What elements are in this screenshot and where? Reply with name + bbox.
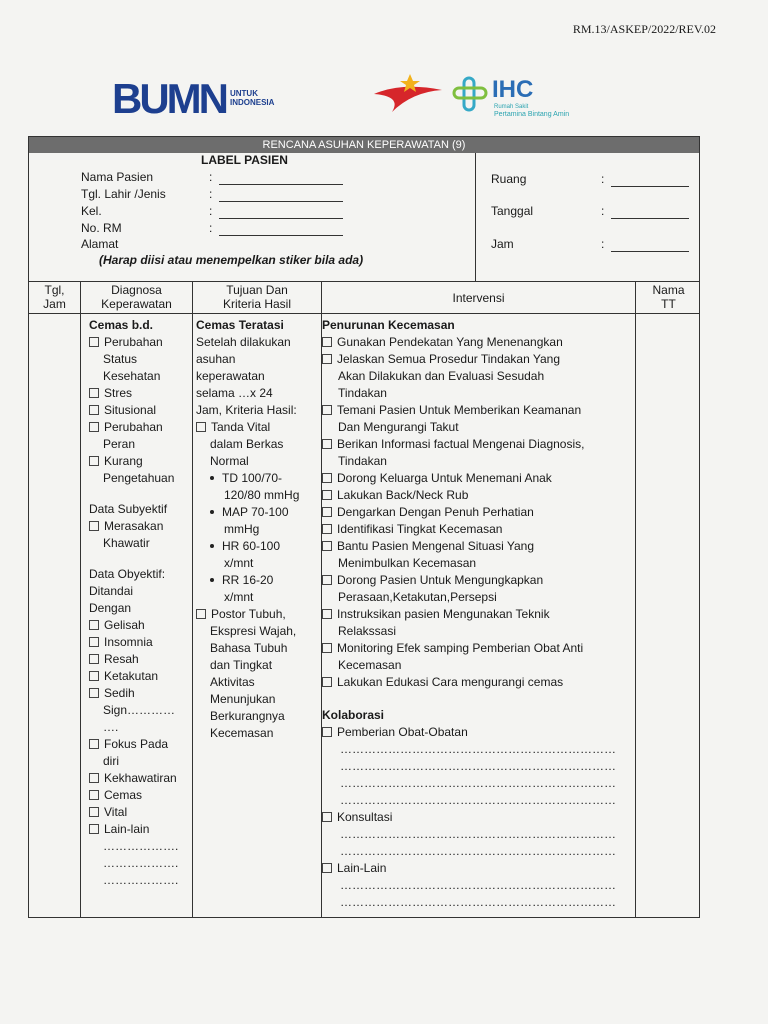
- obyektif-option-text: Fokus Pada: [104, 737, 169, 751]
- field-ruang: Ruang: [491, 172, 527, 186]
- bumn-logo-subtitle: [230, 90, 274, 108]
- checkbox-icon[interactable]: [89, 422, 99, 432]
- header-text: Diagnosa: [111, 283, 162, 297]
- checkbox-icon[interactable]: [322, 727, 332, 737]
- col-divider-1: [80, 281, 81, 918]
- form-title: RENCANA ASUHAN KEPERAWATAN (9): [29, 137, 699, 153]
- kolaborasi-label: Pemberian Obat-Obatan: [337, 725, 468, 739]
- header-text: Kriteria Hasil: [222, 297, 291, 311]
- checkbox-icon[interactable]: [89, 405, 99, 415]
- bullet-icon: [210, 510, 214, 514]
- intervensi-option-text: Tindakan: [338, 454, 387, 468]
- intervensi-option-line: [322, 334, 616, 351]
- diagnosa-column: [89, 317, 178, 889]
- intervensi-option-text: Bantu Pasien Mengenal Situasi Yang: [337, 539, 535, 553]
- diagnosa-option-line: [89, 334, 178, 351]
- checkbox-icon[interactable]: [322, 354, 332, 364]
- diagnosa-option-line: [89, 436, 178, 453]
- vital-item-line: [196, 470, 299, 487]
- field-alamat: Alamat: [81, 237, 119, 251]
- obyektif-option-line: [89, 685, 178, 702]
- intervensi-option-line: [322, 674, 616, 691]
- vital-item-text: mmHg: [224, 522, 260, 536]
- kolaborasi-dotted-line[interactable]: ……………………………………………………………: [340, 759, 616, 773]
- tanggal-blank[interactable]: [611, 206, 689, 219]
- kolaborasi-label: Lain-Lain: [337, 861, 387, 875]
- colon: :: [601, 237, 605, 251]
- tujuan-heading: Cemas Teratasi: [196, 318, 284, 332]
- kolaborasi-dotted-line[interactable]: ……………………………………………………………: [340, 742, 616, 756]
- header-tgl-jam: [29, 283, 80, 311]
- vital-item-line: [196, 555, 299, 572]
- ihc-logo: [372, 72, 632, 122]
- obyektif-option-text: ….: [103, 720, 119, 734]
- diagnosa-option-text: Perubahan: [104, 335, 163, 349]
- vital-item-text: MAP 70-100: [222, 505, 289, 519]
- kolaborasi-option: [322, 724, 616, 741]
- tujuan-intro-line: asuhan: [196, 352, 236, 366]
- checkbox-icon[interactable]: [89, 620, 99, 630]
- diagnosa-option-line: [89, 470, 178, 487]
- obyektif-option-line: [89, 787, 178, 804]
- intervensi-heading: Penurunan Kecemasan: [322, 318, 455, 332]
- tanda-vital-text: Tanda Vital: [211, 420, 271, 434]
- colon: :: [601, 204, 605, 218]
- diagnosa-option-line: [89, 385, 178, 402]
- intervensi-option-line: [322, 470, 616, 487]
- header-text: Tujuan Dan: [226, 283, 288, 297]
- intervensi-option-text: Temani Pasien Untuk Memberikan Keamanan: [337, 403, 582, 417]
- intervensi-option-text: Akan Dilakukan dan Evaluasi Sesudah: [338, 369, 545, 383]
- postur-text: Ekspresi Wajah,: [210, 624, 297, 638]
- intervensi-option-line: [322, 555, 616, 572]
- obyektif-option-text: diri: [103, 754, 120, 768]
- postur-line: [196, 708, 299, 725]
- tanda-vital-line: [196, 419, 299, 436]
- diagnosa-option-text: Stres: [104, 386, 133, 400]
- postur-text: Postor Tubuh,: [211, 607, 286, 621]
- intervensi-option-text: Tindakan: [338, 386, 387, 400]
- kolaborasi-option: [322, 860, 616, 877]
- tanda-vital-line: [196, 453, 299, 470]
- header-text: Tgl,: [44, 283, 65, 297]
- checkbox-icon[interactable]: [322, 677, 332, 687]
- checkbox-icon[interactable]: [322, 439, 332, 449]
- obyektif-option-text: Cemas: [104, 788, 143, 802]
- intervensi-option-line: [322, 487, 616, 504]
- kolaborasi-dotted-line[interactable]: ……………………………………………………………: [340, 844, 616, 858]
- checkbox-icon[interactable]: [196, 609, 206, 619]
- kolaborasi-dotted-line[interactable]: ……………………………………………………………: [340, 895, 616, 909]
- tanda-vital-text: dalam Berkas: [210, 437, 284, 451]
- tujuan-column: [196, 317, 299, 742]
- intervensi-option-line: [322, 521, 616, 538]
- obyektif-option-line: [89, 753, 178, 770]
- obyektif-option-line: [89, 855, 178, 872]
- field-kel: Kel.: [81, 204, 102, 218]
- header-nama-tt: [636, 283, 701, 311]
- ihc-logo-text: IHC: [492, 76, 534, 103]
- obyektif-option-text: ……………….: [103, 873, 179, 887]
- header-text: Keperawatan: [101, 297, 172, 311]
- obyektif-option-text: Vital: [104, 805, 128, 819]
- col-divider-2: [192, 281, 193, 918]
- vital-item-line: [196, 487, 299, 504]
- postur-line: [196, 606, 299, 623]
- intervensi-option-text: Identifikasi Tingkat Kecemasan: [337, 522, 503, 536]
- intervensi-option-text: Dorong Keluarga Untuk Menemani Anak: [337, 471, 552, 485]
- header-diagnosa: [81, 283, 192, 311]
- diagnosa-option-text: Peran: [103, 437, 136, 451]
- obyektif-option-text: Resah: [104, 652, 139, 666]
- intervensi-option-line: [322, 436, 616, 453]
- colon: :: [209, 170, 213, 184]
- obyektif-option-line: [89, 668, 178, 685]
- tujuan-intro-line: selama …x 24: [196, 386, 273, 400]
- checkbox-icon[interactable]: [322, 524, 332, 534]
- checkbox-icon[interactable]: [322, 863, 332, 873]
- bumn-sub1: UNTUK: [229, 89, 258, 99]
- checkbox-icon[interactable]: [89, 654, 99, 664]
- checkbox-icon[interactable]: [89, 388, 99, 398]
- document-reference: RM.13/ASKEP/2022/REV.02: [572, 22, 716, 36]
- field-nama-pasien: Nama Pasien: [81, 170, 154, 184]
- diagnosa-heading: Cemas b.d.: [89, 318, 154, 332]
- obyektif-option-line: [89, 804, 178, 821]
- obyektif-option-line: [89, 702, 178, 719]
- intervensi-option-text: Kecemasan: [338, 658, 402, 672]
- diagnosa-option-text: Pengetahuan: [103, 471, 175, 485]
- intervensi-option-text: Lakukan Edukasi Cara mengurangi cemas: [337, 675, 564, 689]
- intervensi-option-text: Lakukan Back/Neck Rub: [337, 488, 469, 502]
- vital-item-line: [196, 589, 299, 606]
- field-no-rm: No. RM: [81, 221, 122, 235]
- obyektif-option-text: Ketakutan: [104, 669, 159, 683]
- obyektif-option-text: Kekhawatiran: [104, 771, 177, 785]
- diagnosa-option-text: Kurang: [104, 454, 143, 468]
- checkbox-icon[interactable]: [322, 541, 332, 551]
- intervensi-option-line: [322, 606, 616, 623]
- subyektif-option-text: Merasakan: [104, 519, 164, 533]
- obyektif-option-line: [89, 821, 178, 838]
- diagnosa-option-line: [89, 351, 178, 368]
- postur-text: Kecemasan: [210, 726, 274, 740]
- subyektif-option-text: Khawatir: [103, 536, 150, 550]
- diagnosa-option-text: Status: [103, 352, 138, 366]
- bullet-icon: [210, 476, 214, 480]
- obyektif-option-line: [89, 651, 178, 668]
- postur-text: Bahasa Tubuh: [210, 641, 288, 655]
- header-text: Jam: [43, 297, 66, 311]
- checkbox-icon[interactable]: [196, 422, 206, 432]
- header-text: Nama: [652, 283, 685, 297]
- tgl-lahir-blank[interactable]: [219, 189, 343, 202]
- tujuan-intro-line: Setelah dilakukan: [196, 335, 291, 349]
- checkbox-icon[interactable]: [89, 790, 99, 800]
- checkbox-icon[interactable]: [322, 507, 332, 517]
- obyektif-option-text: Insomnia: [104, 635, 153, 649]
- obyektif-option-text: Sign…………: [103, 703, 176, 717]
- obyektif-label: Dengan: [89, 601, 132, 615]
- intervensi-option-text: Monitoring Efek samping Pemberian Obat Anti: [337, 641, 584, 655]
- vital-item-text: x/mnt: [224, 590, 254, 604]
- checkbox-icon[interactable]: [89, 671, 99, 681]
- intervensi-option-text: Berikan Informasi factual Mengenai Diagnosis,: [337, 437, 585, 451]
- vital-item-line: [196, 538, 299, 555]
- tanda-vital-line: [196, 436, 299, 453]
- vital-item-text: x/mnt: [224, 556, 254, 570]
- kolaborasi-option: [322, 809, 616, 826]
- kolaborasi-dotted-line[interactable]: ……………………………………………………………: [340, 793, 616, 807]
- intervensi-option-line: [322, 419, 616, 436]
- intervensi-option-line: [322, 538, 616, 555]
- intervensi-option-text: Perasaan,Ketakutan,Persepsi: [338, 590, 497, 604]
- label-pasien-title: LABEL PASIEN: [201, 153, 288, 167]
- obyektif-option-text: ……………….: [103, 839, 179, 853]
- kolaborasi-label: Konsultasi: [337, 810, 393, 824]
- intervensi-option-text: Instruksikan pasien Mengunakan Teknik: [337, 607, 550, 621]
- checkbox-icon[interactable]: [89, 807, 99, 817]
- intervensi-option-text: Relakssasi: [338, 624, 397, 638]
- diagnosa-option-text: Perubahan: [104, 420, 163, 434]
- tujuan-intro-line: Jam, Kriteria Hasil:: [196, 403, 297, 417]
- checkbox-icon[interactable]: [322, 490, 332, 500]
- diagnosa-option-line: [89, 368, 178, 385]
- pertamina-swoosh-icon: [372, 72, 452, 122]
- tujuan-intro-line: keperawatan: [196, 369, 265, 383]
- checkbox-icon[interactable]: [89, 824, 99, 834]
- obyektif-option-text: ……………….: [103, 856, 179, 870]
- ruang-blank[interactable]: [611, 174, 689, 187]
- kolaborasi-dotted-line[interactable]: ……………………………………………………………: [340, 878, 616, 892]
- checkbox-icon[interactable]: [322, 575, 332, 585]
- obyektif-option-line: [89, 634, 178, 651]
- checkbox-icon[interactable]: [322, 337, 332, 347]
- diagnosa-option-line: [89, 419, 178, 436]
- obyektif-label: Ditandai: [89, 584, 134, 598]
- checkbox-icon[interactable]: [89, 456, 99, 466]
- intervensi-option-line: [322, 368, 616, 385]
- subyektif-option-line: [89, 535, 178, 552]
- obyektif-option-line: [89, 617, 178, 634]
- header-text: TT: [661, 297, 676, 311]
- postur-line: [196, 725, 299, 742]
- bullet-icon: [210, 544, 214, 548]
- table-top-border: [29, 281, 699, 282]
- diagnosa-option-line: [89, 402, 178, 419]
- bumn-logo-text: BUMN: [112, 75, 226, 122]
- ihc-cross-icon: [452, 76, 492, 116]
- postur-line: [196, 674, 299, 691]
- field-tanggal: Tanggal: [491, 204, 534, 218]
- bumn-logo: [112, 75, 275, 122]
- ihc-logo-sub2: Pertamina Bintang Amin: [494, 111, 570, 118]
- postur-line: [196, 657, 299, 674]
- intervensi-option-text: Jelaskan Semua Prosedur Tindakan Yang: [337, 352, 561, 366]
- kolaborasi-dotted-line[interactable]: ……………………………………………………………: [340, 827, 616, 841]
- intervensi-option-line: [322, 402, 616, 419]
- checkbox-icon[interactable]: [89, 739, 99, 749]
- vital-item-line: [196, 572, 299, 589]
- kolaborasi-dotted-line[interactable]: ……………………………………………………………: [340, 776, 616, 790]
- intervensi-option-text: Dorong Pasien Untuk Mengungkapkan: [337, 573, 544, 587]
- header-tujuan: [193, 283, 321, 311]
- intervensi-option-line: [322, 657, 616, 674]
- nama-pasien-blank[interactable]: [219, 172, 343, 185]
- checkbox-icon[interactable]: [89, 637, 99, 647]
- obyektif-label: Data Obyektif:: [89, 567, 166, 581]
- postur-text: dan Tingkat: [210, 658, 273, 672]
- checkbox-icon[interactable]: [89, 688, 99, 698]
- no-rm-blank[interactable]: [219, 223, 343, 236]
- obyektif-option-line: [89, 872, 178, 889]
- field-jam: Jam: [491, 237, 514, 251]
- care-plan-form: [28, 136, 700, 918]
- vital-item-text: TD 100/70-: [222, 471, 283, 485]
- field-tgl-lahir: Tgl. Lahir /Jenis: [81, 187, 166, 201]
- intervensi-option-text: Menimbulkan Kecemasan: [338, 556, 477, 570]
- intervensi-option-line: [322, 623, 616, 640]
- bullet-icon: [210, 578, 214, 582]
- intervensi-option-line: [322, 640, 616, 657]
- checkbox-icon[interactable]: [322, 405, 332, 415]
- bumn-sub2: INDONESIA: [229, 98, 275, 107]
- header-intervensi: Intervensi: [452, 291, 505, 305]
- vital-item-text: RR 16-20: [222, 573, 274, 587]
- intervensi-option-line: [322, 351, 616, 368]
- postur-line: [196, 691, 299, 708]
- obyektif-option-text: Lain-lain: [104, 822, 150, 836]
- intervensi-option-text: Dan Mengurangi Takut: [338, 420, 459, 434]
- colon: :: [209, 204, 213, 218]
- checkbox-icon[interactable]: [322, 643, 332, 653]
- colon: :: [209, 187, 213, 201]
- subyektif-option-line: [89, 518, 178, 535]
- obyektif-option-line: [89, 770, 178, 787]
- ihc-logo-sub1: Rumah Sakit: [494, 104, 529, 110]
- col-divider-4: [635, 281, 636, 918]
- diagnosa-option-text: Kesehatan: [103, 369, 161, 383]
- jam-blank[interactable]: [611, 239, 689, 252]
- label-divider: [475, 153, 476, 281]
- postur-text: Aktivitas: [210, 675, 255, 689]
- vital-item-text: 120/80 mmHg: [224, 488, 300, 502]
- label-note: (Harap diisi atau menempelkan stiker bila ada): [99, 253, 364, 267]
- diagnosa-option-text: Situsional: [104, 403, 157, 417]
- postur-text: Berkurangnya: [210, 709, 285, 723]
- subyektif-label: Data Subyektif: [89, 502, 168, 516]
- checkbox-icon[interactable]: [89, 521, 99, 531]
- vital-item-line: [196, 521, 299, 538]
- postur-line: [196, 640, 299, 657]
- intervensi-option-line: [322, 453, 616, 470]
- colon: :: [209, 221, 213, 235]
- checkbox-icon[interactable]: [322, 609, 332, 619]
- intervensi-option-line: [322, 589, 616, 606]
- vital-item-text: HR 60-100: [222, 539, 281, 553]
- vital-item-line: [196, 504, 299, 521]
- kolaborasi-heading: Kolaborasi: [322, 708, 385, 722]
- obyektif-option-line: [89, 736, 178, 753]
- colon: :: [601, 172, 605, 186]
- checkbox-icon[interactable]: [89, 773, 99, 783]
- obyektif-option-line: [89, 838, 178, 855]
- intervensi-column: [322, 317, 616, 911]
- postur-text: Menunjukan: [210, 692, 276, 706]
- intervensi-option-text: Dengarkan Dengan Penuh Perhatian: [337, 505, 534, 519]
- table-header-border: [29, 313, 699, 314]
- intervensi-option-line: [322, 572, 616, 589]
- obyektif-option-text: Gelisah: [104, 618, 145, 632]
- tanda-vital-text: Normal: [210, 454, 249, 468]
- checkbox-icon[interactable]: [322, 812, 332, 822]
- intervensi-option-text: Gunakan Pendekatan Yang Menenangkan: [337, 335, 563, 349]
- intervensi-option-line: [322, 385, 616, 402]
- checkbox-icon[interactable]: [322, 473, 332, 483]
- kel-blank[interactable]: [219, 206, 343, 219]
- diagnosa-option-line: [89, 453, 178, 470]
- postur-line: [196, 623, 299, 640]
- obyektif-option-line: [89, 719, 178, 736]
- intervensi-option-line: [322, 504, 616, 521]
- checkbox-icon[interactable]: [89, 337, 99, 347]
- obyektif-option-text: Sedih: [104, 686, 135, 700]
